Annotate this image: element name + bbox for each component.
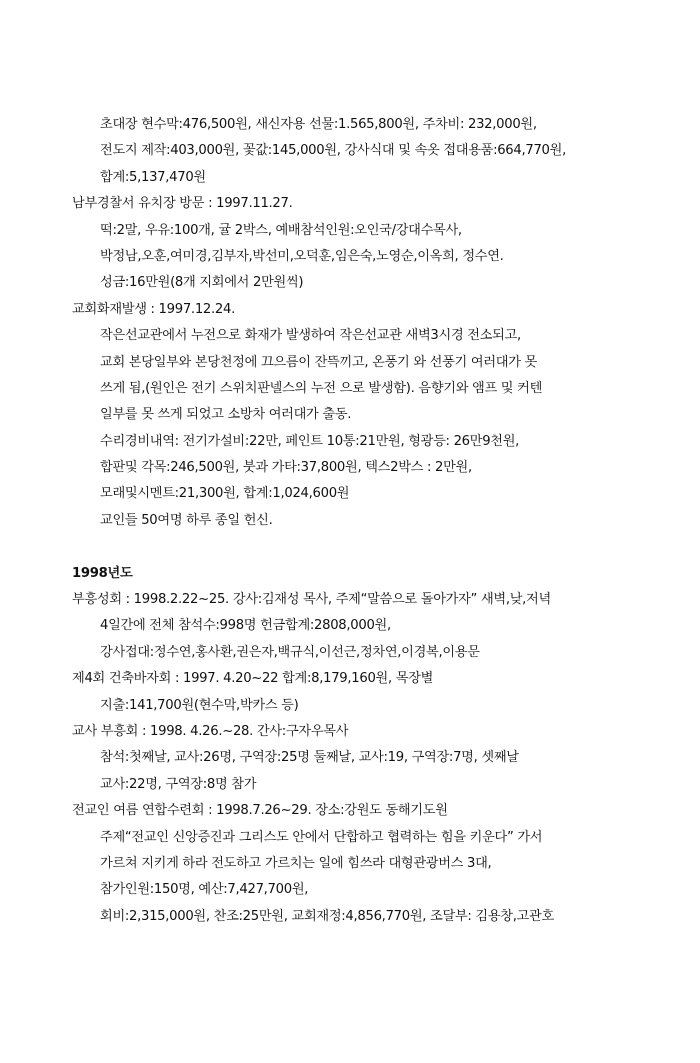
text-line: 가르쳐 지키게 하라 전도하고 가르치는 일에 힘쓰라 대형관광버스 3대, [100,855,492,871]
entry-heading: 전교인 여름 연합수련회 : 1998.7.26~29. 장소:강원도 동해기도원 [72,803,448,819]
text-line: 회비:2,315,000원, 찬조:25만원, 교회재정:4,856,770원, 조달부: 김용창,고관호 [100,908,554,924]
entry-heading: 교사 부흥회 : 1998. 4.26.~28. 간사:구자우목사 [72,723,349,739]
text-line: 참가인원:150명, 예산:7,427,700원, [100,882,309,898]
text-line: 쓰게 됨,(원인은 전기 스위치판넬스의 누전 으로 발생함). 음향기와 앰프 및 커텐 [100,380,543,396]
text-line: 교회 본당일부와 본당천정에 끄으름이 잔뜩끼고, 온풍기 와 선풍기 여러대가 못 [100,354,537,370]
section-1997 [72,112,640,534]
entry-heading: 제4회 건축바자회 : 1997. 4.20~22 합계:8,179,160원, 목장별 [72,671,434,687]
text-line: 일부를 못 쓰게 되었고 소방차 여러대가 출동. [100,407,352,423]
text-line: 초대장 현수막:476,500원, 새신자용 선물:1.565,800원, 주차비: 232,000원, [100,117,537,132]
text-line: 주제“전교인 신앙증진과 그리스도 안에서 단합하고 협력하는 힘을 키운다” 가서 [100,829,543,845]
spacer [72,534,640,560]
text-line: 참석:첫째날, 교사:26명, 구역장:25명 둘째날, 교사:19, 구역장:7명, 셋째날 [100,750,519,766]
year-heading: 1998년도 [72,565,133,581]
text-line: 작은선교관에서 누전으로 화재가 발생하여 작은선교관 새벽3시경 전소되고, [100,328,521,344]
text-line: 떡:2말, 우유:100개, 귤 2박스, 예배참석인원:오인국/강대수목사, [100,222,462,238]
text-line: 수리경비내역: 전기가설비:22만, 페인트 10통:21만원, 형광등: 26만9천원, [100,433,520,449]
entry-heading: 부흥성회 : 1998.2.22~25. 강사:김재성 목사, 주제“말씀으로 돌아가자” 새벽,낮,저녁 [72,592,551,608]
section-1998 [72,587,640,930]
text-line: 합계:5,137,470원 [100,169,206,185]
entry-heading: 교회화재발생 : 1997.12.24. [72,301,235,317]
text-line: 지출:141,700원(현수막,박카스 등) [100,697,299,713]
text-line: 모래및시멘트:21,300원, 합계:1,024,600원 [100,486,350,502]
text-line: 교인들 50여명 하루 종일 헌신. [100,512,273,528]
entry-heading: 남부경찰서 유치장 방문 : 1997.11.27. [72,196,293,212]
text-line: 합판및 각목:246,500원, 붓과 가타:37,800원, 텍스2박스 : 2만원, [100,460,472,476]
text-line: 교사:22명, 구역장:8명 참가 [100,776,257,792]
text-line: 박정남,오훈,여미경,김부자,박선미,오덕훈,임은숙,노영순,이옥희, 정수연. [100,248,504,264]
text-line: 강사접대:정수연,홍사환,권은자,백규식,이선근,정차연,이경복,이용문 [100,644,480,660]
text-line: 4일간에 전체 참석수:998명 헌금합계:2808,000원, [100,618,391,634]
text-line: 전도지 제작:403,000원, 꽃값:145,000원, 강사식대 및 속옷 접대용품:664,770원, [100,143,566,159]
text-line: 성금:16만원(8개 지회에서 2만원씩) [100,275,304,291]
